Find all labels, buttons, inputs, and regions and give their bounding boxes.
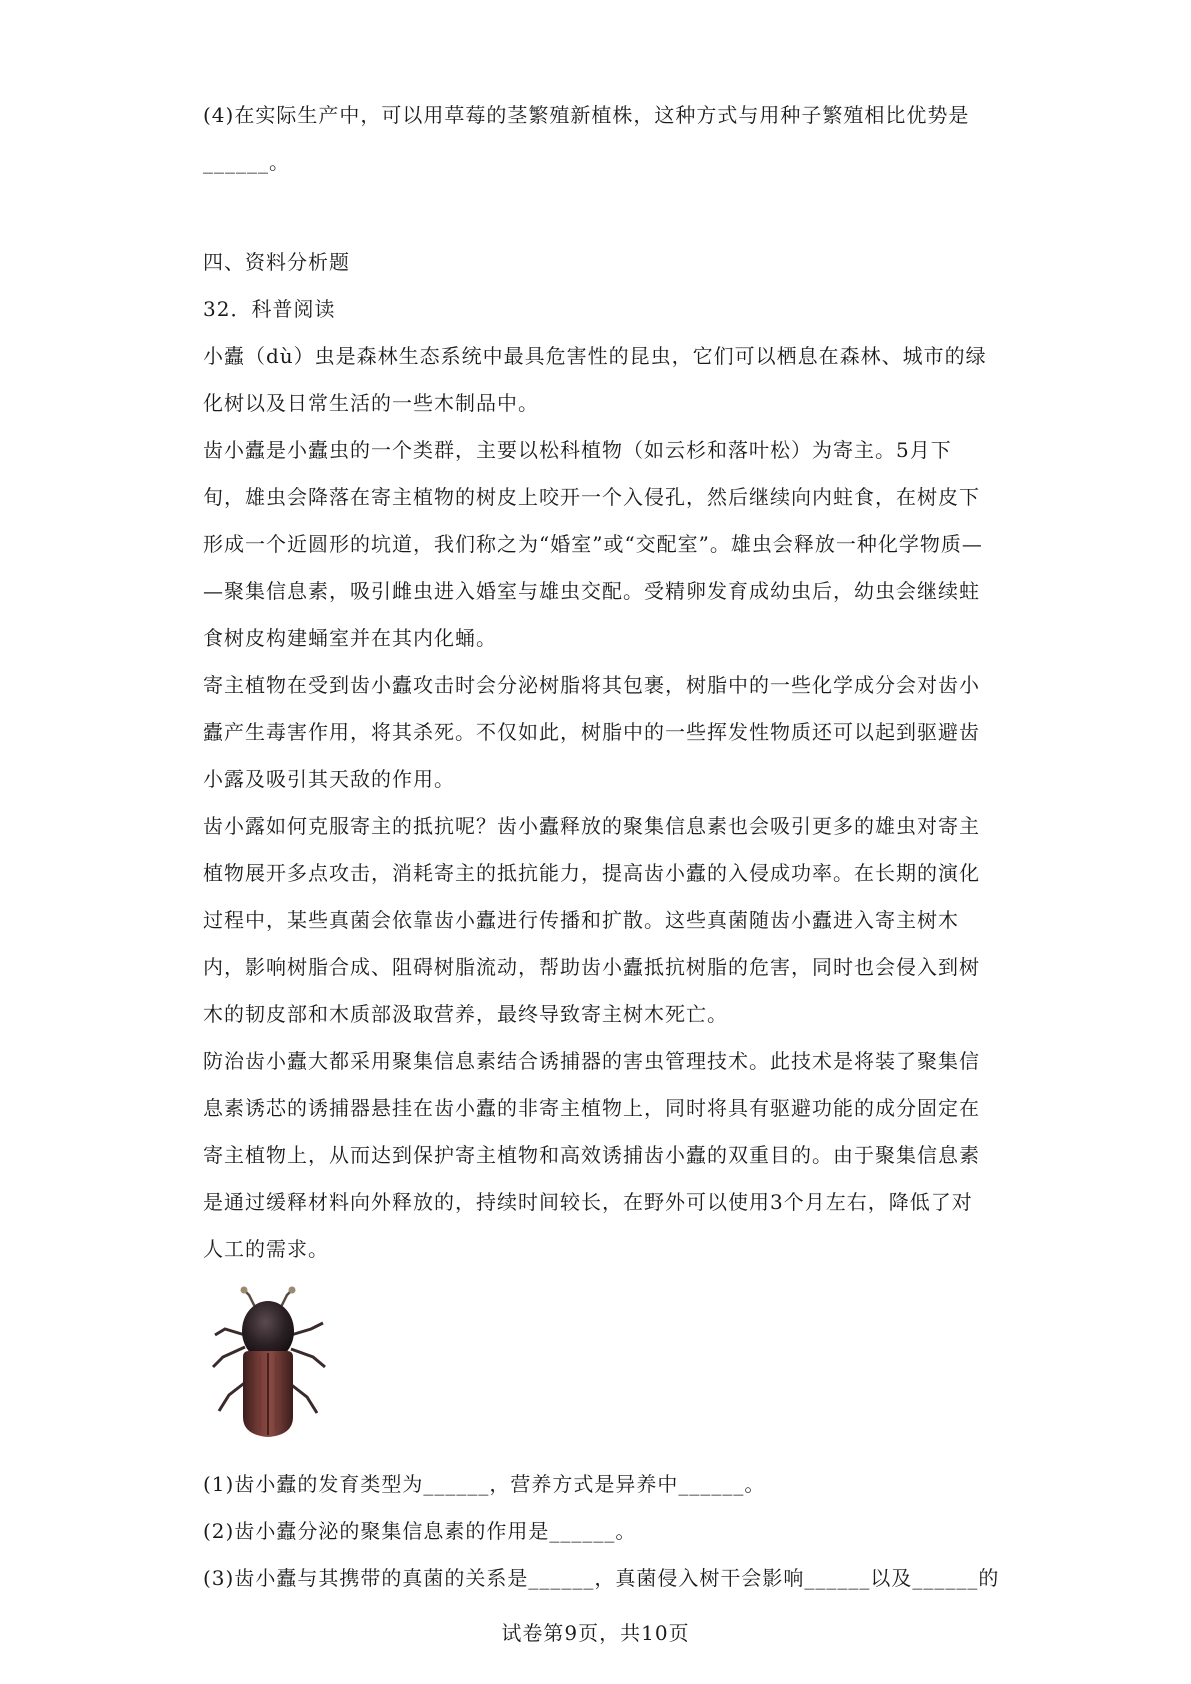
- paragraph-2: [203, 427, 993, 662]
- bark-beetle-image: [203, 1285, 333, 1445]
- sub-question-1: (1)齿小蠹的发育类型为______，营养方式是异养中______。: [203, 1472, 766, 1496]
- paragraph-line: —聚集信息素，吸引雌虫进入婚室与雄虫交配。受精卵发育成幼虫后，幼虫会继续蛀: [203, 579, 980, 603]
- paragraph-line: 齿小蠹是小蠹虫的一个类群，主要以松科植物（如云杉和落叶松）为寄主。5月下: [203, 438, 952, 462]
- paragraph-line: 蠹产生毒害作用，将其杀死。不仅如此，树脂中的一些挥发性物质还可以起到驱避齿: [203, 720, 980, 744]
- sub-questions: [203, 1461, 1000, 1602]
- page-content: [203, 92, 1000, 1602]
- sub-question-3: (3)齿小蠹与其携带的真菌的关系是______，真菌侵入树干会影响______以及______的: [203, 1566, 1000, 1590]
- paragraph-3: [203, 662, 993, 803]
- paragraph-line: 是通过缓释材料向外释放的，持续时间较长，在野外可以使用3个月左右，降低了对: [203, 1190, 973, 1214]
- paragraph-line: 人工的需求。: [203, 1237, 329, 1261]
- paragraph-line: 旬，雄虫会降落在寄主植物的树皮上咬开一个入侵孔，然后继续向内蛀食，在树皮下: [203, 485, 980, 509]
- paragraph-1: [203, 333, 993, 427]
- q31-part4-line1: (4)在实际生产中，可以用草莓的茎繁殖新植株，这种方式与用种子繁殖相比优势是: [203, 103, 970, 127]
- spacer: [203, 1453, 993, 1461]
- section-heading: 四、资料分析题: [203, 250, 350, 274]
- q31-part4-line2: ______。: [203, 150, 290, 174]
- paragraph-line: 过程中，某些真菌会依靠齿小蠹进行传播和扩散。这些真菌随齿小蠹进入寄主树木: [203, 908, 959, 932]
- paragraph-line: 小露及吸引其天敌的作用。: [203, 767, 455, 791]
- paragraph-line: 齿小露如何克服寄主的抵抗呢？齿小蠹释放的聚集信息素也会吸引更多的雄虫对寄主: [203, 814, 980, 838]
- question-32-title: 32．科普阅读: [203, 297, 336, 321]
- paragraph-line: 形成一个近圆形的坑道，我们称之为“婚室”或“交配室”。雄虫会释放一种化学物质—: [203, 532, 983, 556]
- paragraph-line: 内，影响树脂合成、阻碍树脂流动，帮助齿小蠹抵抗树脂的危害，同时也会侵入到树: [203, 955, 980, 979]
- sub-question-2: (2)齿小蠹分泌的聚集信息素的作用是______。: [203, 1519, 637, 1543]
- paragraph-line: 寄主植物在受到齿小蠹攻击时会分泌树脂将其包裹，树脂中的一些化学成分会对齿小: [203, 673, 980, 697]
- paragraph-line: 防治齿小蠹大都采用聚集信息素结合诱捕器的害虫管理技术。此技术是将装了聚集信: [203, 1049, 980, 1073]
- paragraph-4: [203, 803, 993, 1038]
- paragraph-line: 小蠹（dù）虫是森林生态系统中最具危害性的昆虫，它们可以栖息在森林、城市的绿: [203, 344, 987, 368]
- page-footer: 试卷第9页，共10页: [501, 1621, 690, 1645]
- paragraph-line: 寄主植物上，从而达到保护寄主植物和高效诱捕齿小蠹的双重目的。由于聚集信息素: [203, 1143, 980, 1167]
- paragraph-line: 化树以及日常生活的一些木制品中。: [203, 391, 539, 415]
- paragraph-line: 食树皮构建蛹室并在其内化蛹。: [203, 626, 497, 650]
- paragraph-5: [203, 1038, 993, 1273]
- spacer: [203, 186, 993, 239]
- beetle-figure: [203, 1273, 993, 1453]
- paragraph-line: 木的韧皮部和木质部汲取营养，最终导致寄主树木死亡。: [203, 1002, 728, 1026]
- paragraph-line: 植物展开多点攻击，消耗寄主的抵抗能力，提高齿小蠹的入侵成功率。在长期的演化: [203, 861, 980, 885]
- paragraph-line: 息素诱芯的诱捕器悬挂在齿小蠹的非寄主植物上，同时将具有驱避功能的成分固定在: [203, 1096, 980, 1120]
